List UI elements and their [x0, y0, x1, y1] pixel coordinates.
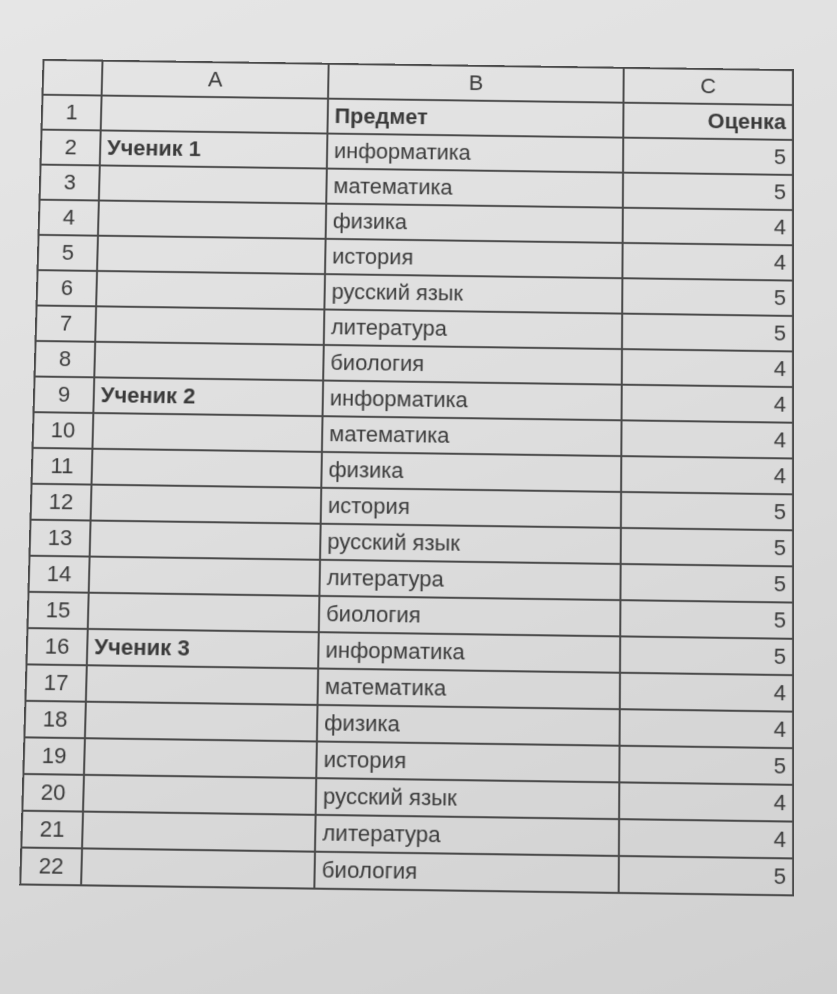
row-number[interactable]: 1	[42, 95, 102, 131]
cell-grade[interactable]: 4	[622, 243, 793, 281]
cell-grade[interactable]: 4	[622, 385, 793, 423]
cell-subject[interactable]: физика	[317, 705, 620, 746]
cell-student[interactable]	[88, 593, 320, 632]
row-number[interactable]: 5	[38, 235, 98, 271]
cell-student[interactable]	[99, 165, 327, 203]
cell-grade[interactable]: 5	[620, 564, 793, 603]
cell-subject[interactable]: литература	[319, 560, 620, 600]
cell-subject[interactable]: информатика	[318, 632, 620, 673]
cell-grade[interactable]: 4	[623, 208, 793, 246]
cell-student[interactable]	[81, 848, 315, 888]
cell-student[interactable]	[95, 306, 324, 345]
cell-subject[interactable]: русский язык	[324, 274, 622, 313]
row-number[interactable]: 14	[29, 556, 90, 593]
cell-grade[interactable]: 4	[620, 673, 793, 712]
cell-grade[interactable]: 5	[621, 492, 793, 530]
cell-subject[interactable]: история	[321, 488, 621, 528]
cell-student[interactable]	[92, 413, 322, 452]
cell-student[interactable]: Ученик 2	[93, 377, 323, 416]
cell-subject[interactable]: история	[325, 239, 623, 278]
row-number[interactable]: 4	[39, 200, 99, 236]
cell-student[interactable]	[90, 521, 321, 560]
cell-subject[interactable]: биология	[319, 596, 621, 636]
cell-grade[interactable]: 4	[620, 709, 794, 748]
cell-grade[interactable]: 5	[619, 856, 794, 895]
row-number[interactable]: 12	[31, 484, 92, 521]
corner-cell[interactable]	[43, 60, 103, 96]
cell-subject[interactable]: литература	[315, 815, 619, 856]
cell-subject[interactable]: русский язык	[316, 778, 620, 819]
cell-grade[interactable]: 5	[623, 173, 793, 210]
cell-student[interactable]	[83, 775, 316, 815]
cell-grade[interactable]: 4	[622, 349, 793, 387]
cell-subject[interactable]: информатика	[327, 134, 623, 173]
row-number[interactable]: 20	[22, 774, 84, 812]
cell-grade[interactable]: 5	[622, 278, 793, 316]
row-number[interactable]: 19	[23, 737, 85, 774]
cell-grade[interactable]: 5	[620, 600, 793, 639]
cell-grade[interactable]: 5	[623, 138, 793, 175]
cell-subject[interactable]: биология	[323, 345, 622, 385]
row-number[interactable]: 18	[24, 701, 85, 738]
cell-student[interactable]	[89, 557, 320, 596]
cell-grade[interactable]: 5	[619, 746, 793, 785]
cell-student[interactable]	[101, 96, 328, 134]
grade-table	[19, 59, 794, 897]
cell-grade[interactable]: 5	[620, 636, 793, 675]
row-number[interactable]: 11	[32, 448, 93, 485]
spreadsheet	[17, 59, 792, 967]
cell-subject[interactable]: русский язык	[320, 524, 621, 564]
row-number[interactable]: 10	[33, 412, 94, 449]
cell-subject[interactable]: информатика	[323, 381, 622, 421]
cell-subject[interactable]: математика	[322, 416, 622, 456]
cell-subject[interactable]: биология	[314, 852, 619, 893]
cell-subject[interactable]: физика	[321, 452, 621, 492]
cell-grade[interactable]: Оценка	[623, 103, 793, 140]
cell-student[interactable]: Ученик 1	[100, 130, 328, 168]
row-number[interactable]: 9	[34, 377, 95, 413]
cell-grade[interactable]: 5	[622, 314, 793, 352]
cell-subject[interactable]: Предмет	[327, 99, 623, 138]
column-header-c[interactable]: C	[623, 68, 792, 105]
cell-grade[interactable]: 4	[619, 819, 793, 858]
cell-student[interactable]	[91, 485, 322, 524]
cell-grade[interactable]: 4	[621, 420, 793, 458]
column-header-b[interactable]: B	[328, 64, 624, 103]
cell-student[interactable]	[82, 812, 316, 852]
cell-grade[interactable]: 5	[621, 528, 793, 566]
row-number[interactable]: 7	[36, 305, 97, 341]
row-number[interactable]: 3	[40, 165, 100, 201]
cell-subject[interactable]: математика	[318, 668, 620, 709]
row-number[interactable]: 22	[20, 848, 82, 886]
row-number[interactable]: 2	[41, 130, 101, 166]
cell-grade[interactable]: 4	[619, 782, 793, 821]
cell-student[interactable]	[84, 738, 317, 778]
cell-student[interactable]	[94, 342, 323, 381]
row-number[interactable]: 15	[27, 592, 88, 629]
row-number[interactable]: 17	[25, 664, 86, 701]
cell-subject[interactable]: литература	[324, 309, 622, 349]
cell-student[interactable]	[97, 236, 326, 274]
cell-student[interactable]	[91, 449, 321, 488]
column-header-a[interactable]: A	[102, 61, 329, 99]
cell-grade[interactable]: 4	[621, 456, 793, 494]
cell-student[interactable]	[96, 271, 325, 310]
cell-student[interactable]	[86, 665, 318, 705]
cell-subject[interactable]: история	[316, 741, 619, 782]
cell-student[interactable]: Ученик 3	[87, 629, 319, 669]
row-number[interactable]: 8	[35, 341, 96, 377]
row-number[interactable]: 21	[21, 811, 83, 849]
table-body	[20, 95, 793, 896]
row-number[interactable]: 6	[37, 270, 97, 306]
row-number[interactable]: 16	[26, 628, 87, 665]
row-number[interactable]: 13	[30, 520, 91, 557]
cell-student[interactable]	[85, 702, 318, 742]
cell-student[interactable]	[98, 200, 326, 238]
cell-subject[interactable]: физика	[326, 204, 623, 243]
cell-subject[interactable]: математика	[326, 169, 623, 208]
